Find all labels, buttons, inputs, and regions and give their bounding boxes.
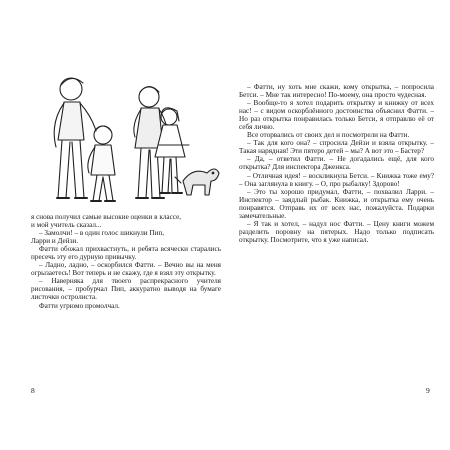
paragraph: и мой учитель сказал... — [31, 221, 102, 230]
right-text — [239, 83, 434, 244]
page-number-right: 9 — [426, 386, 430, 395]
paragraph: я снова получил самые высокие оценки в классе, — [31, 213, 182, 221]
paragraph: – Это ты хорошо придумал, Фатти, – похвалил Ларри. – Инспектор – заядлый рыбак. Книжка, и открытка ему очень понравятся. Отправь их от всех нас, пожалуйста. Подарки замечательные. — [239, 187, 434, 220]
paragraph: – Так для кого она? – спросила Дейзи и взяла открытку. – Такая нарядная! Эти пятеро детей – мы? А вот это – Бастер? — [239, 139, 434, 156]
illustration-children-dog — [31, 73, 221, 209]
right-page — [239, 73, 434, 373]
paragraph: – Отличная идея! – воскликнула Бетси. – Книжка тоже ему? – Она заглянула в книгу. – О, про рыбалку! Здорово! — [239, 171, 434, 188]
paragraph: – Наверняка для твоего распрекрасного учителя рисования, – пробурчал Пип, аккуратно выводя на бумаге листочки остролиста. — [31, 277, 221, 302]
paragraph: – Я так и хотел, – надул нос Фатти. – Цену книги можем разделить поровну на пятерых. Надо только подписать открытку. Посмотрите, что я уже написал. — [239, 219, 434, 244]
paragraph: – Вообще-то я хотел подарить открытку и книжку от всех нас! – с видом оскорблённого достоинства объяснил Фатти. – Но раз открытка понравилась только Бетси, я отправлю её от себя лично. — [239, 99, 434, 132]
paragraph: – Замолчи! – в один голос шикнули Пип, — [39, 229, 165, 238]
left-page — [31, 73, 221, 373]
paragraph: – Да, – ответил Фатти. – Не догадались ещё, для кого открытка? Для инспектора Дженкса. — [239, 155, 434, 172]
paragraph: Все оторвались от своих дел и посмотрели на Фатти. — [247, 131, 410, 140]
paragraph: – Ладно, ладно, – оскорбился Фатти. – Вечно вы на меня огрызаетесь! Вот теперь и не скажу, где я взял эту открытку. — [31, 261, 221, 278]
left-text — [31, 213, 221, 310]
paragraph: – Фатти, ну хоть мне скажи, кому открытка, – попросила Бетси. – Мне так интересно! По-моему, она просто чудесная. — [239, 83, 434, 100]
illustration-drawing — [31, 73, 221, 209]
page-number-left: 8 — [31, 386, 35, 395]
paragraph: Фатти обожал прихвастнуть, и ребята всячески старались пресечь эту его дурную привычку. — [31, 245, 221, 262]
paragraph: Фатти угрюмо промолчал. — [39, 301, 120, 310]
paragraph: Ларри и Дейзи. — [31, 237, 79, 246]
